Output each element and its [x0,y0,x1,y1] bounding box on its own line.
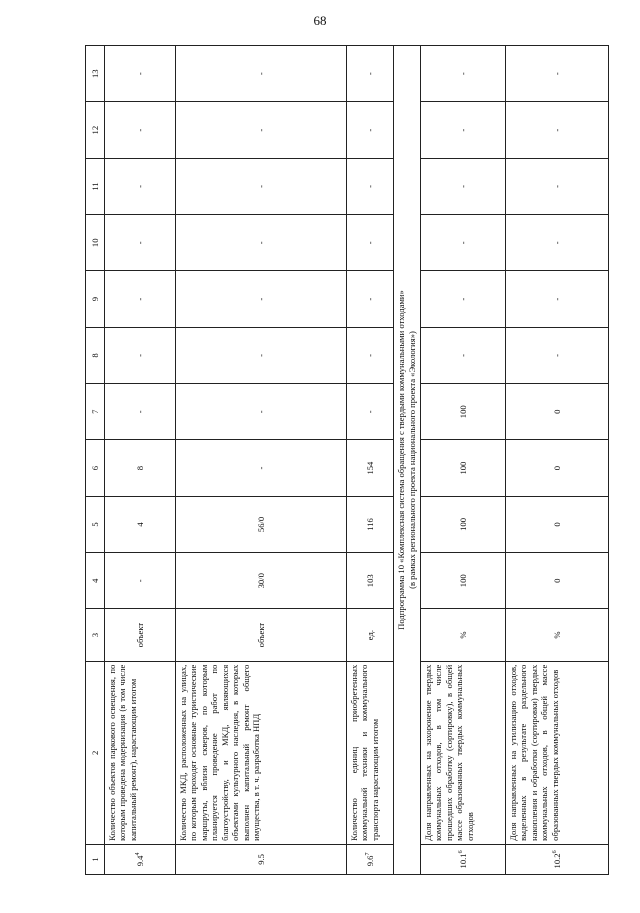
value-cell: - [506,271,609,327]
unit-cell: ед. [347,609,394,661]
col-header: 6 [86,440,105,496]
value-cell: 100 [421,496,506,552]
col-header: 1 [86,844,105,874]
value-cell: 0 [506,384,609,440]
value-cell: 103 [347,553,394,609]
subprogram-line1: Подпрограмма 10 «Комплексная система обращения с твердыми коммунальными отходами» [396,290,407,630]
value-cell: 0 [506,440,609,496]
table-row [421,46,506,875]
value-cell: - [105,215,176,271]
value-cell: - [176,271,347,327]
value-cell: - [421,102,506,158]
value-cell: - [176,46,347,102]
value-cell: 30/0 [176,553,347,609]
col-header: 10 [86,215,105,271]
value-cell: 116 [347,496,394,552]
value-cell: - [105,271,176,327]
value-cell: - [176,327,347,383]
col-header: 9 [86,271,105,327]
table-row [176,46,347,875]
value-cell: - [421,327,506,383]
value-cell: - [105,158,176,214]
value-cell: - [176,102,347,158]
row-number: 10.1$^6$ [421,844,506,874]
value-cell: - [176,158,347,214]
col-header: 12 [86,102,105,158]
row-number: $9.6^7$ [347,844,394,874]
value-cell: - [506,102,609,158]
value-cell: - [347,271,394,327]
col-header: 5 [86,496,105,552]
row-number: 10.2$^6$ [506,844,609,874]
value-cell: - [105,102,176,158]
subprogram-line2: (в рамках регионального проекта национального проекта «Экология») [407,331,417,589]
value-cell: 0 [506,496,609,552]
col-header: 11 [86,158,105,214]
subprogram-title [394,46,421,875]
value-cell: - [347,158,394,214]
value-cell: - [506,215,609,271]
page-number: 68 [313,13,327,28]
row-number: 9.5 [176,844,347,874]
unit-cell: % [506,609,609,661]
value-cell: 100 [421,553,506,609]
table-row [347,46,394,875]
value-cell: - [347,102,394,158]
value-cell: - [421,46,506,102]
table-row [506,46,609,875]
indicators-table [85,45,609,875]
value-cell: - [105,46,176,102]
value-cell: - [347,327,394,383]
col-header: 2 [86,661,105,844]
value-cell: - [506,158,609,214]
value-cell: 154 [347,440,394,496]
value-cell: - [176,440,347,496]
value-cell: 8 [105,440,176,496]
unit-cell: % [421,609,506,661]
unit-cell: объект [176,609,347,661]
value-cell: - [506,46,609,102]
col-header: 4 [86,553,105,609]
indicator-description: Количество единиц приобретенных коммунальной техники и коммунального транспорта нарастающим итогом [347,661,394,844]
value-cell: - [105,327,176,383]
table-row [105,46,176,875]
column-number-row [86,46,105,875]
value-cell: 0 [506,553,609,609]
col-header: 3 [86,609,105,661]
value-cell: - [347,46,394,102]
value-cell: - [506,327,609,383]
row-number: $9.4^4$ [105,844,176,874]
unit-cell: объект [105,609,176,661]
value-cell: 56/0 [176,496,347,552]
value-cell: - [421,158,506,214]
value-cell: 100 [421,440,506,496]
col-header: 7 [86,384,105,440]
value-cell: - [421,215,506,271]
rotated-table-wrapper [85,45,595,875]
value-cell: - [347,384,394,440]
value-cell: - [105,384,176,440]
value-cell: - [347,215,394,271]
indicator-description: Количество МКД, расположенных на улицах, по которым проходят основные туристические маршруты, вблизи скверов, по которым планируется проведение работ по благоустройству, и МКД, являющихся объектами культурного наследия, в которых выполнен капитальный ремонт общего имущества, в т. ч. разработка НПД [176,661,347,844]
indicator-description: Количество объектов паркового освещения, по которым проведена модернизация (в том числе капитальный ремонт), нарастающим итогом [105,661,176,844]
indicator-description: Доля направленных на захоронение твердых коммунальных отходов, в том числе прошедших обработку (сортировку), в общей массе образованных твердых коммунальных отходов [421,661,506,844]
value-cell: - [105,553,176,609]
value-cell: 4 [105,496,176,552]
value-cell: - [421,271,506,327]
col-header: 13 [86,46,105,102]
value-cell: - [176,384,347,440]
value-cell: 100 [421,384,506,440]
value-cell: - [176,215,347,271]
indicator-description: Доля направленных на утилизацию отходов, выделенных в результате раздельного накопления и обработки (сортировки) твердых коммунальных отходов, в общей массе образованных твердых коммунальных отходов [506,661,609,844]
col-header: 8 [86,327,105,383]
subprogram-row [394,46,421,875]
